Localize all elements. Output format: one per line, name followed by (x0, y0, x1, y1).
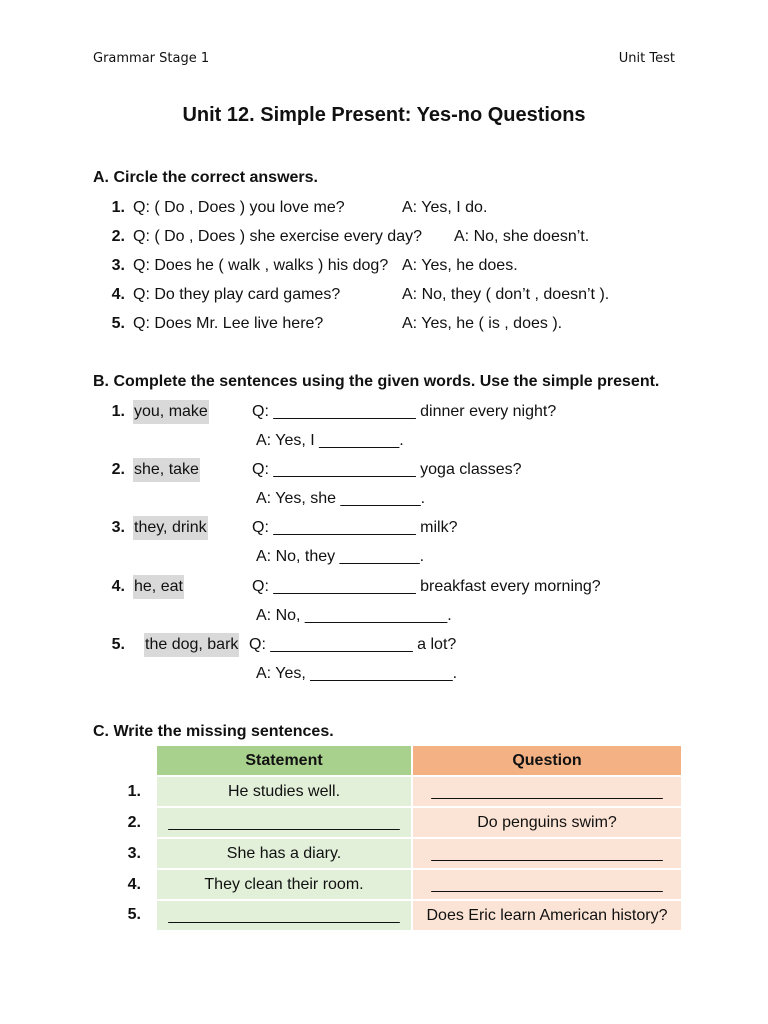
row-number: 2. (127, 813, 141, 831)
table-row (93, 838, 681, 869)
section-b-answer (0, 604, 768, 628)
statement-question-table (93, 746, 681, 930)
section-a-item (0, 283, 768, 307)
row-number: 5. (127, 906, 141, 923)
answer-text: A: No, she doesn’t. (454, 228, 590, 245)
section-b-answer (0, 545, 768, 569)
item-number: 3. (111, 519, 125, 536)
question-text: Q: Does Mr. Lee live here? (133, 315, 324, 332)
answer-blank: A: Yes, ________________. (256, 665, 458, 682)
header-left: Grammar Stage 1 (93, 51, 210, 66)
header-right: Unit Test (618, 51, 675, 66)
answer-text: A: Yes, he ( is , does ). (402, 315, 563, 332)
question-blank: Q: ________________ a lot? (249, 636, 457, 653)
question-text: Q: ( Do , Does ) you love me? (133, 199, 345, 216)
given-words: they, drink (133, 516, 208, 540)
section-a-item (0, 254, 768, 278)
answer-blank: A: Yes, I _________. (256, 432, 404, 449)
item-number: 1. (111, 403, 125, 420)
question-text: Q: Do they play card games? (133, 286, 341, 303)
row-number: 4. (127, 875, 141, 893)
row-number: 1. (127, 782, 141, 800)
answer-text: A: No, they ( don’t , doesn’t ). (402, 286, 610, 303)
table-row (93, 900, 681, 930)
column-header-question: Question (412, 746, 681, 776)
given-words: the dog, bark (144, 633, 239, 657)
table-header-row (93, 746, 681, 776)
page-title: Unit 12. Simple Present: Yes-no Questions (182, 104, 586, 126)
question-cell: Does Eric learn American history? (412, 900, 681, 930)
question-blank: Q: ________________ yoga classes? (252, 461, 522, 478)
table-row (93, 807, 681, 838)
item-number: 1. (111, 199, 125, 216)
section-a-heading: A. Circle the correct answers. (93, 169, 318, 186)
answer-blank: A: No, they _________. (256, 548, 425, 565)
statement-cell: She has a diary. (157, 838, 412, 869)
given-words: you, make (133, 400, 209, 424)
question-cell: __________________________ (412, 776, 681, 807)
answer-text: A: Yes, he does. (402, 257, 518, 274)
section-b-answer (0, 662, 768, 686)
section-b-item (0, 516, 768, 540)
question-cell: Do penguins swim? (412, 807, 681, 838)
table-row (93, 776, 681, 807)
item-number: 2. (111, 461, 125, 478)
question-text: Q: ( Do , Does ) she exercise every day? (133, 228, 422, 245)
question-blank: Q: ________________ milk? (252, 519, 458, 536)
question-text: Q: Does he ( walk , walks ) his dog? (133, 257, 389, 274)
section-b-item (0, 575, 768, 599)
section-b-item (0, 633, 768, 657)
question-cell: __________________________ (412, 869, 681, 900)
item-number: 5. (111, 636, 125, 653)
column-header-statement: Statement (157, 746, 412, 776)
statement-cell: They clean their room. (157, 869, 412, 900)
question-blank: Q: ________________ breakfast every morning? (252, 578, 601, 595)
section-a-item (0, 196, 768, 220)
item-number: 2. (111, 228, 125, 245)
row-number: 3. (127, 844, 141, 862)
section-b-item (0, 458, 768, 482)
section-b-answer (0, 487, 768, 511)
statement-cell: __________________________ (157, 807, 412, 838)
question-cell: __________________________ (412, 838, 681, 869)
answer-blank: A: Yes, she _________. (256, 490, 426, 507)
item-number: 3. (111, 257, 125, 274)
statement-cell: __________________________ (157, 900, 412, 930)
table-row (93, 869, 681, 900)
section-b-heading: B. Complete the sentences using the given words. Use the simple present. (93, 373, 660, 390)
section-b-item (0, 400, 768, 424)
answer-text: A: Yes, I do. (402, 199, 488, 216)
answer-blank: A: No, ________________. (256, 607, 452, 624)
item-number: 5. (111, 315, 125, 332)
section-a-item (0, 312, 768, 336)
given-words: she, take (133, 458, 200, 482)
statement-cell: He studies well. (157, 776, 412, 807)
section-b-answer (0, 429, 768, 453)
item-number: 4. (111, 286, 125, 303)
given-words: he, eat (133, 575, 184, 599)
section-c-heading: C. Write the missing sentences. (93, 723, 334, 740)
item-number: 4. (111, 578, 125, 595)
question-blank: Q: ________________ dinner every night? (252, 403, 557, 420)
section-a-item (0, 225, 768, 249)
